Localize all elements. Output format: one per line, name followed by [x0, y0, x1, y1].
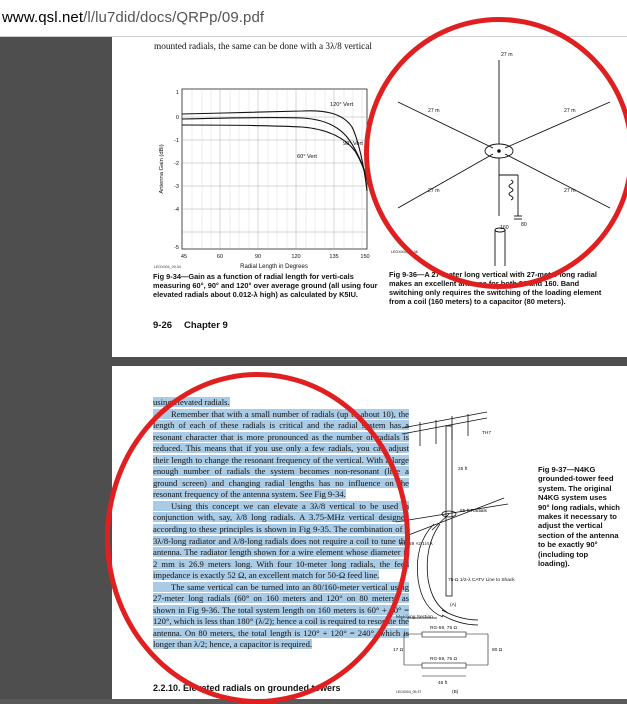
x-tick: 90	[254, 254, 262, 260]
section-heading: 2.2.10. Elevated radials on grounded towers	[153, 683, 341, 693]
label-sub-a: (A)	[450, 603, 457, 608]
y-tick: 1	[175, 90, 179, 96]
annotation-circle-bottom	[105, 372, 410, 704]
label-27m-lower-left: 27 m	[428, 188, 440, 194]
label-27m-upper-left: 27 m	[428, 108, 440, 114]
url-text[interactable]	[2, 9, 264, 26]
label-coax-2: 75-Ω 1/2-λ CATV Line to Shack	[448, 578, 515, 583]
label-rg-bottom: RG-59, 75 Ω	[430, 657, 458, 662]
annotation-circle-top	[364, 17, 627, 289]
y-tick: -5	[174, 245, 179, 251]
page-footer	[153, 320, 240, 331]
fig-9-37-diagram	[392, 406, 532, 696]
label-80: 80	[521, 222, 527, 228]
label-27m-top: 27 m	[501, 52, 513, 58]
x-tick: 150	[360, 254, 370, 260]
chapter-label: Chapter 9	[184, 320, 228, 331]
x-tick: 120	[291, 254, 301, 260]
label-160: 160	[500, 225, 509, 231]
x-tick: 60	[216, 254, 224, 260]
label-th7: TH7	[482, 431, 492, 436]
label-coax-1: RG-59 ×2 1/4 λ	[400, 542, 433, 547]
page-gap	[112, 357, 627, 366]
paragraph-lead: using elevated radials.	[153, 397, 230, 407]
page-top-text: mounted radials, the same can be done with a 3λ/8 vertical	[154, 42, 373, 52]
label-25ft: 25 ft	[458, 467, 468, 472]
y-tick: -2	[174, 161, 179, 167]
label-sub-b: (B)	[452, 690, 459, 695]
fig-9-37-caption: Fig 9-37—N4KG grounded-tower feed system. The original N4KG system uses 90° long radials, which makes it necessary to adjust the vertical section of the antenna to be exactly 90° (including top loading).	[538, 465, 620, 569]
url-path: /l/lu7did/docs/QRPp/09.pdf	[83, 9, 265, 26]
label-27m-lower-right: 27 m	[564, 188, 576, 194]
paragraph-3: The same vertical can be turned into an 80/160-meter vertical using 27-meter long radials (60° on 160 meters and 120° on 80 meters) as shown in Fig 9-36. The total system length on 160 meters is 60° + 60° = 120°, which is less than 180° (λ/2); hence a coil is required to resonate the antenna. On 80 meters, the total length is 120° + 120° = 240°, which is longer than λ/2; hence, a capacitor is required.	[153, 581, 409, 650]
paragraph-2: Using this concept we can elevate a 3λ/8 vertical to be used in conjunction with, say, λ/8 long radials. A 3.75-MHz vertical designed according to these principles is shown in Fig 9-35. The combination of a 3λ/8-long radiator and λ/8-long radials does not require a coil to tune the antenna. The radiator length shown for a wire element whose diameter is 2 mm is 26.9 meters long. With four 10-meter long radials, the feed impedance is exactly 52 Ω, an excellent match for 50-Ω feed line.	[153, 500, 409, 581]
fig-9-36-caption: Fig 9-36—A 27-meter long vertical with 27-meter long radial makes an excellent antenna for both 80 and 160. Band switching only requires the switching of the loading element from a coil (160 meters) to a capacitor (80 meters).	[389, 270, 602, 306]
url-host: www.qsl.net	[2, 9, 84, 26]
paragraph-1: Remember that with a small number of radials (up to about 10), the length of each of these radials is critical and the radial system has a resonant character that is more pronounced as the number of radials is reduced. This means that if you use only a few radials, you can adjust their length to change the resonant frequency of the vertical. With a large enough number of radials the system becomes non-resonant (like a ground screen) and changing radial lengths has no influence on the resonant frequency of the antenna system. See Fig 9-34.	[153, 408, 409, 500]
y-tick-labels	[174, 90, 179, 251]
y-tick: 0	[175, 115, 179, 121]
series-label-60: 60° Vert	[297, 154, 317, 160]
series-label-120: 120° Vert	[330, 102, 354, 108]
fig-code: LEOX004_09-37	[396, 690, 422, 694]
label-46ft: 46 ft	[438, 681, 448, 686]
x-axis-label: Radial Length in Degrees	[240, 264, 308, 270]
series-label-90: 90° Vert	[343, 141, 363, 147]
label-matching: Matching Section	[396, 615, 433, 620]
x-tick-labels	[181, 254, 370, 260]
chart-plot-area	[182, 89, 367, 249]
label-17ohm: 17 Ω	[393, 648, 404, 653]
y-tick: -1	[174, 138, 179, 144]
y-tick: -4	[174, 207, 179, 213]
fig-code: LEOX004_09-36	[391, 250, 418, 254]
label-27m-upper-right: 27 m	[564, 108, 576, 114]
y-axis-label: Antenna Gain (dBi)	[159, 144, 165, 194]
page-number: 9-26	[153, 320, 173, 331]
label-radials: 65-ft Radials	[460, 509, 487, 514]
x-tick: 135	[329, 254, 339, 260]
viewer-background	[0, 37, 112, 699]
fig-9-34-caption: Fig 9-34—Gain as a function of radial length for verti-cals measuring 60°, 90° and 120° over average ground (all using four elevated radials about 0.012-λ high) as calculated by K5IU.	[153, 272, 378, 299]
fig-code: LEOX004_09-34	[154, 265, 181, 269]
label-80ohm: 80 Ω	[492, 648, 503, 653]
label-rg-top: RG-59, 75 Ω	[430, 626, 458, 631]
x-tick: 45	[180, 254, 188, 260]
y-tick: -3	[174, 184, 179, 190]
